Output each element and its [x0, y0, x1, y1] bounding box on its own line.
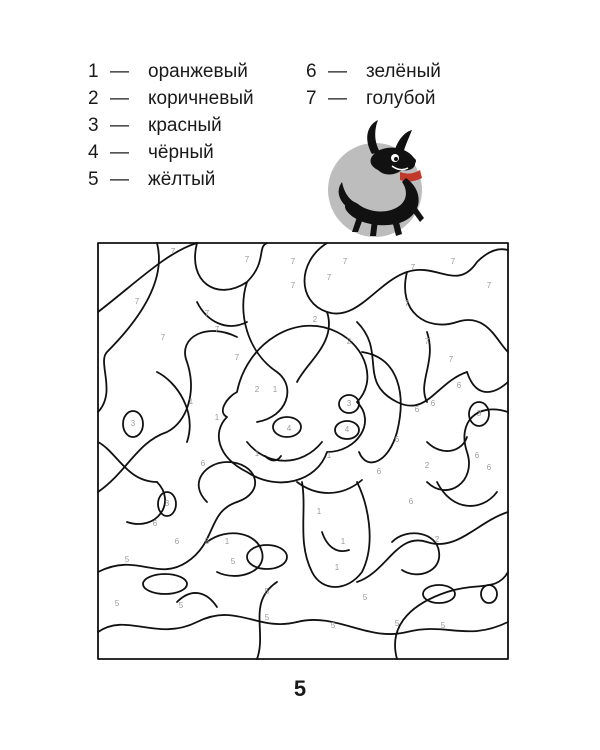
region-number: 2	[254, 385, 260, 395]
region-number: 5	[440, 621, 446, 631]
region-number: 5	[124, 555, 130, 565]
region-number: 2	[346, 337, 352, 347]
region-number: 7	[450, 257, 456, 267]
legend-number: 5	[88, 169, 99, 190]
legend-number: 7	[306, 88, 317, 109]
region-number: 6	[174, 537, 180, 547]
legend-number: 4	[88, 142, 99, 163]
region-number: 7	[244, 255, 250, 265]
region-number: 1	[272, 385, 278, 395]
region-number: 7	[234, 353, 240, 363]
legend-dash: —	[328, 61, 347, 82]
legend-item-4	[88, 139, 254, 166]
region-number: 1	[254, 449, 260, 459]
legend-dash: —	[110, 142, 129, 163]
page-number: 5	[293, 676, 307, 701]
region-number: 7	[170, 247, 176, 257]
region-number: 1	[214, 413, 220, 423]
region-number: 1	[224, 537, 230, 547]
legend-item-3	[88, 112, 254, 139]
region-number: 1	[340, 537, 346, 547]
region-number: 5	[178, 601, 184, 611]
picture-outlines	[98, 243, 508, 659]
region-number: 1	[334, 563, 340, 573]
region-number: 7	[448, 355, 454, 365]
legend-dash: —	[110, 61, 129, 82]
region-number: 5	[204, 537, 210, 547]
region-number: 5	[264, 613, 270, 623]
region-number: 7	[486, 281, 492, 291]
legend-item-5	[88, 166, 254, 193]
legend-color-name: зелёный	[366, 61, 441, 82]
legend-number: 3	[88, 115, 99, 136]
color-legend-left	[88, 58, 254, 193]
region-number: 7	[214, 325, 220, 335]
region-number: 5	[230, 557, 236, 567]
legend-color-name: красный	[148, 115, 222, 136]
region-number: 7	[290, 281, 296, 291]
region-number: 3	[346, 399, 352, 409]
legend-dash: —	[110, 115, 129, 136]
region-number: 7	[342, 257, 348, 267]
legend-color-name: коричневый	[148, 88, 254, 109]
region-number: 1	[188, 397, 194, 407]
legend-dash: —	[110, 88, 129, 109]
legend-color-name: оранжевый	[148, 61, 248, 82]
region-number: 3	[164, 499, 170, 509]
region-number: 5	[394, 619, 400, 629]
color-legend-right	[306, 58, 441, 112]
region-number: 7	[410, 263, 416, 273]
legend-item-6	[306, 58, 441, 85]
region-number: 6	[408, 497, 414, 507]
legend-color-name: жёлтый	[148, 169, 216, 190]
region-number: 6	[456, 381, 462, 391]
region-number: 7	[134, 297, 140, 307]
region-number: 7	[326, 273, 332, 283]
region-number: 6	[474, 451, 480, 461]
legend-item-2	[88, 85, 254, 112]
region-number: 6	[394, 435, 400, 445]
legend-color-name: чёрный	[148, 142, 214, 163]
region-number: 3	[130, 419, 136, 429]
region-number: 6	[152, 519, 158, 529]
region-number: 6	[486, 463, 492, 473]
region-number: 5	[330, 621, 336, 631]
region-number: 3	[476, 409, 482, 419]
region-number: 7	[290, 257, 296, 267]
legend-number: 6	[306, 61, 317, 82]
region-number: 1	[326, 451, 332, 461]
region-number: 7	[404, 299, 410, 309]
legend-number: 1	[88, 61, 99, 82]
color-by-number-picture	[97, 242, 510, 662]
legend-item-7	[306, 85, 441, 112]
region-number: 6	[200, 459, 206, 469]
region-number: 4	[344, 425, 350, 435]
region-number: 6	[430, 399, 436, 409]
region-number: 4	[286, 424, 292, 434]
legend-item-1	[88, 58, 254, 85]
region-number: 2	[434, 535, 440, 545]
region-number: 7	[204, 309, 210, 319]
region-number: 6	[376, 467, 382, 477]
region-number: 2	[312, 315, 318, 325]
region-number: 6	[414, 405, 420, 415]
legend-color-name: голубой	[366, 88, 436, 109]
legend-number: 2	[88, 88, 99, 109]
region-number: 7	[160, 333, 166, 343]
region-number: 1	[316, 507, 322, 517]
region-number: 5	[114, 599, 120, 609]
region-number: 5	[362, 593, 368, 603]
region-number: 2	[424, 461, 430, 471]
region-number: 7	[424, 337, 430, 347]
dachshund-icon	[322, 114, 432, 244]
legend-dash: —	[110, 169, 129, 190]
legend-dash: —	[328, 88, 347, 109]
region-numbers	[115, 247, 492, 630]
region-number: 5	[264, 587, 270, 597]
